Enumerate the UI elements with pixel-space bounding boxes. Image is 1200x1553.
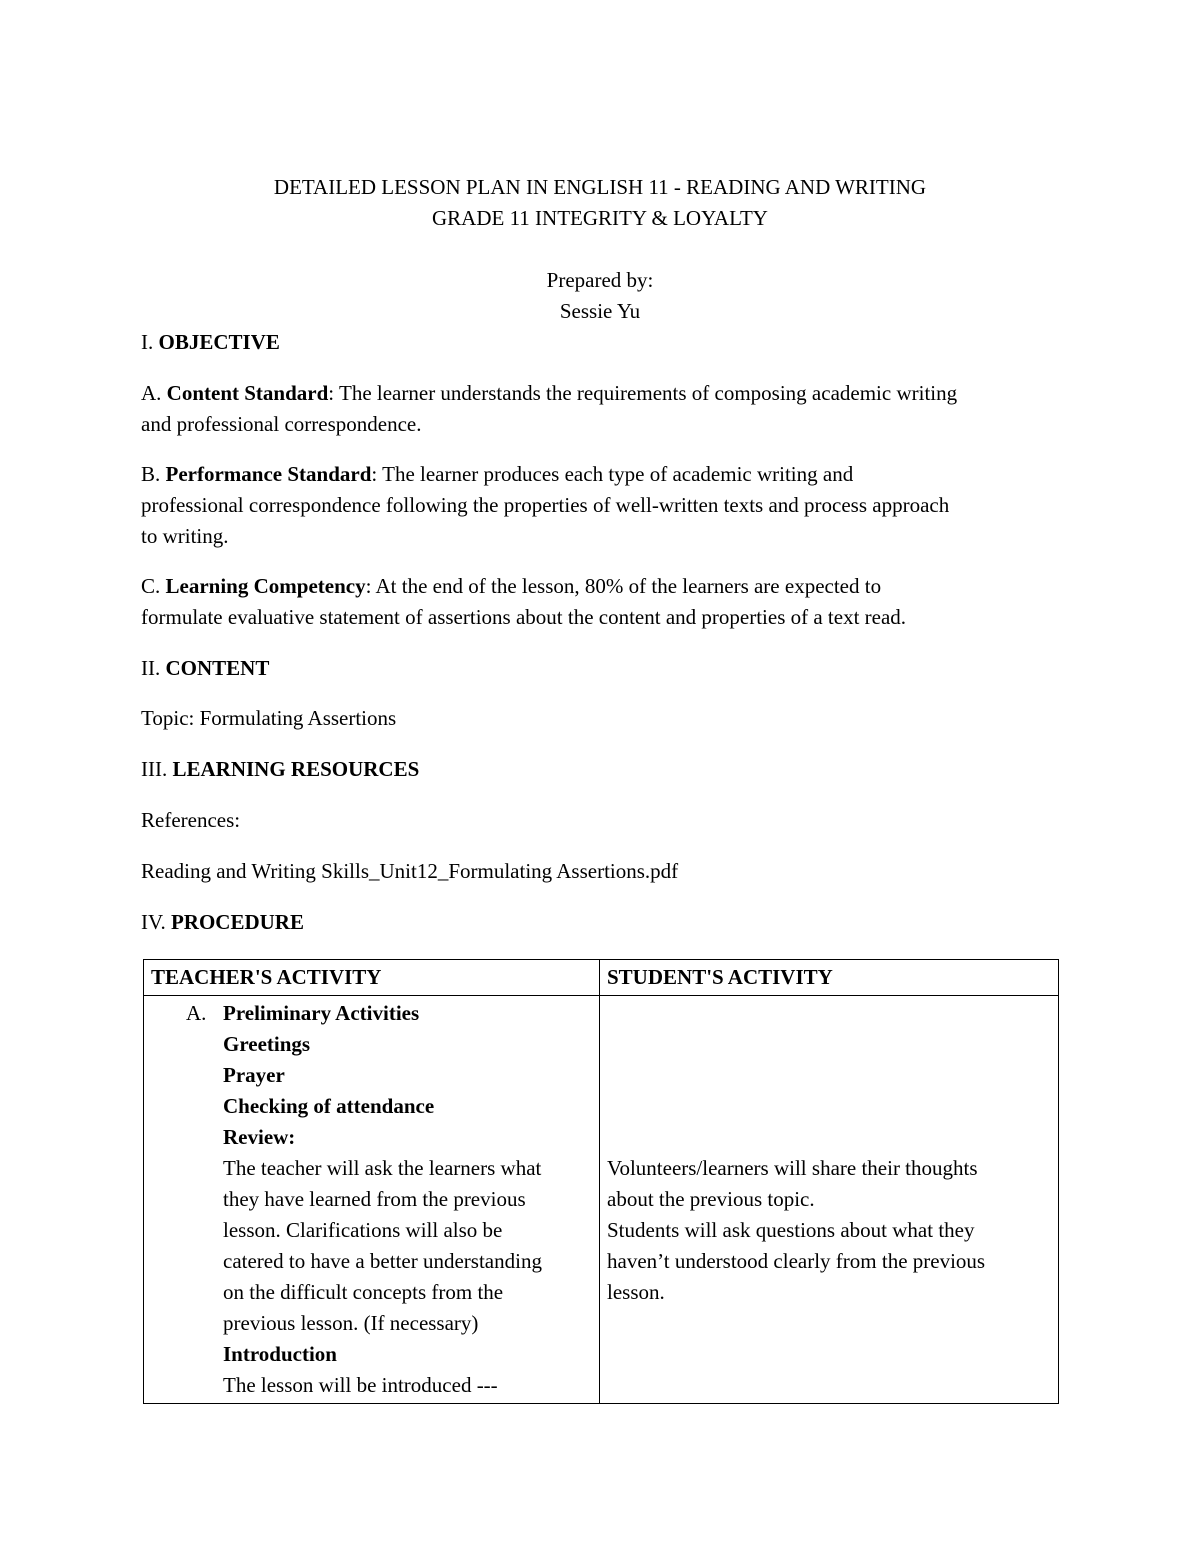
- section-content-heading: II. CONTENT: [141, 656, 270, 680]
- student-text-line: Students will ask questions about what they: [607, 1218, 975, 1242]
- learning-competency-label: Learning Competency: [165, 574, 366, 598]
- performance-standard-line2: professional correspondence following the properties of well-written texts and process approach: [141, 493, 950, 517]
- performance-standard-label: Performance Standard: [165, 462, 372, 486]
- student-activity-cell: [600, 996, 1059, 1404]
- student-text-line: haven’t understood clearly from the previous: [607, 1249, 986, 1273]
- table-header-row: [144, 960, 1059, 996]
- review-text-line: they have learned from the previous: [223, 1187, 526, 1211]
- preliminary-activities-heading: A. Preliminary Activities: [186, 1001, 420, 1025]
- references-label: References:: [141, 808, 241, 832]
- prayer-item: Prayer: [223, 1063, 285, 1087]
- table-row: [144, 996, 1059, 1404]
- review-text-line: The teacher will ask the learners what: [223, 1156, 542, 1180]
- author-name: Sessie Yu: [559, 299, 641, 323]
- topic-text: Topic: Formulating Assertions: [141, 706, 397, 730]
- section-procedure-heading: IV. PROCEDURE: [141, 910, 304, 934]
- teacher-activity-cell: [144, 996, 600, 1404]
- content-standard-line2: and professional correspondence.: [141, 412, 422, 436]
- review-text-line: catered to have a better understanding: [223, 1249, 542, 1273]
- review-text-line: on the difficult concepts from the: [223, 1280, 504, 1304]
- introduction-item: Introduction: [223, 1342, 337, 1366]
- procedure-table: [143, 959, 1059, 1404]
- document-title-line2: GRADE 11 INTEGRITY & LOYALTY: [432, 206, 768, 230]
- document-title-line1: DETAILED LESSON PLAN IN ENGLISH 11 - READING AND WRITING: [273, 175, 927, 199]
- review-text-line: previous lesson. (If necessary): [223, 1311, 479, 1335]
- review-text-line: lesson. Clarifications will also be: [223, 1218, 503, 1242]
- student-text-line: about the previous topic.: [607, 1187, 815, 1211]
- performance-standard-line1: B. Performance Standard: The learner produces each type of academic writing and: [141, 462, 854, 486]
- learning-competency-line2: formulate evaluative statement of assertions about the content and properties of a text read.: [141, 605, 907, 629]
- review-item: Review:: [223, 1125, 296, 1149]
- reference-file: Reading and Writing Skills_Unit12_Formulating Assertions.pdf: [141, 859, 679, 883]
- introduction-text: The lesson will be introduced ---: [223, 1373, 498, 1397]
- student-activity-header: STUDENT'S ACTIVITY: [600, 960, 1059, 996]
- prepared-by-label: Prepared by:: [546, 268, 654, 292]
- section-resources-heading: III. LEARNING RESOURCES: [141, 757, 420, 781]
- content-standard-line1: A. Content Standard: The learner understands the requirements of composing academic writing: [141, 381, 958, 405]
- student-text-line: Volunteers/learners will share their thoughts: [607, 1156, 978, 1180]
- performance-standard-line3: to writing.: [141, 524, 229, 548]
- section-objective-heading: I. OBJECTIVE: [141, 330, 280, 354]
- student-text-line: lesson.: [607, 1280, 665, 1304]
- greetings-item: Greetings: [223, 1032, 311, 1056]
- attendance-item: Checking of attendance: [223, 1094, 435, 1118]
- content-standard-label: Content Standard: [166, 381, 329, 405]
- learning-competency-line1: C. Learning Competency: At the end of the lesson, 80% of the learners are expected to: [141, 574, 882, 598]
- teacher-activity-header: TEACHER'S ACTIVITY: [144, 960, 600, 996]
